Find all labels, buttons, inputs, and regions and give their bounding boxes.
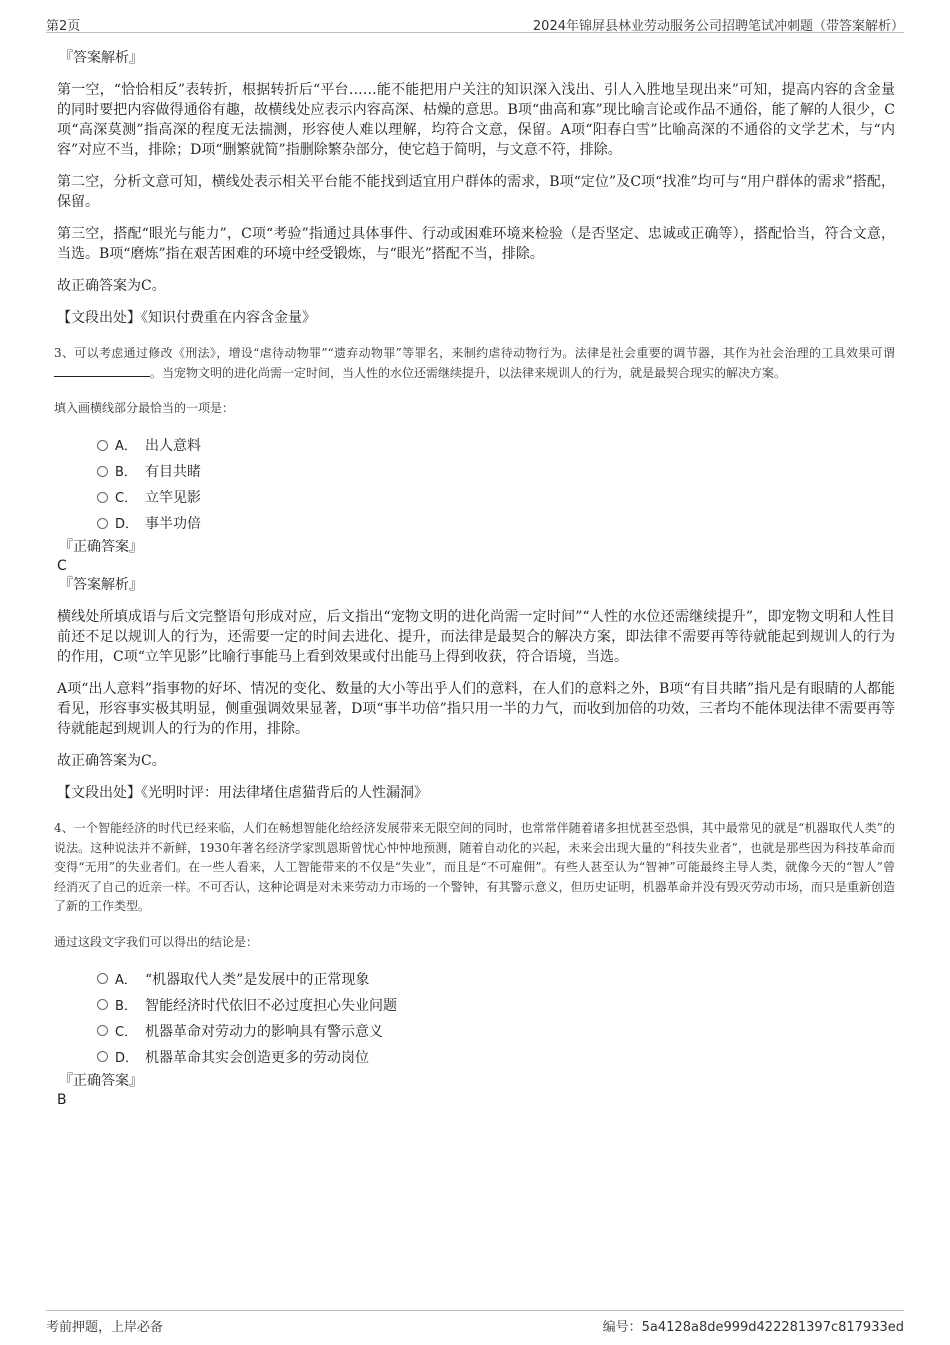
document-title: 2024年锦屏县林业劳动服务公司招聘笔试冲刺题（带答案解析） — [532, 19, 904, 34]
radio-icon[interactable] — [97, 999, 108, 1010]
answer-blank — [54, 364, 150, 377]
footer-slogan: 考前押题，上岸必备 — [46, 1320, 164, 1335]
q2-analysis-para2: 第二空，分析文意可知，横线处表示相关平台能不能找到适宜用户群体的需求，B项“定位”及C项“找准”均可与“用户群体的需求”搭配，保留。 — [57, 174, 895, 210]
page-footer — [46, 1310, 904, 1335]
q4-prompt: 通过这段文字我们可以得出的结论是： — [54, 934, 259, 949]
q4-options — [97, 967, 895, 1071]
q2-source: 【文段出处】《知识付费重在内容含金量》 — [57, 310, 316, 326]
q3-analysis-label: 『答案解析』 — [59, 577, 143, 593]
q4-option-b[interactable]: B． 智能经济时代依旧不必过度担心失业问题 — [97, 993, 895, 1019]
q2-conclusion: 故正确答案为C。 — [57, 278, 166, 294]
page-number: 第2页 — [46, 19, 81, 34]
q4-question-text: 4、一个智能经济的时代已经来临，人们在畅想智能化给经济发展带来无限空间的同时，也常常伴随着诸多担忧甚至恐惧，其中最常见的就是“机器取代人类”的说法。这种说法并不新鲜，1930年著名经济学家凯恩斯曾忧心忡忡地预测，随着自动化的兴起，未来会出现大量的“科技失业者”，也就是那些因为科技革命而变得“无用”的失业者们。在一些人看来，人工智能带来的不仅是“失业”，而且是“不可雇佣”。有些人甚至认为“智神”可能最终主导人类，就像今天的“智人”曾经消灭了自己的近亲一样。不可否认，这种论调是对未来劳动力市场的一个警钟，有其警示意义，但历史证明，机器革命并没有毁灭劳动市场，而只是重新创造了新的工作类型。 — [54, 821, 895, 913]
q3-question-text: 3、可以考虑通过修改《刑法》，增设“虐待动物罪”“遗弃动物罪”等罪名，来制约虐待动物行为。法律是社会重要的调节器，其作为社会治理的工具效果可谓 。当宠物文明的进化尚需一定时间，当人性的水位还需继续提升，以法律来规训人的行为，就是最契合现实的解决方案。 — [54, 346, 895, 380]
footer-serial: 编号：5a4128a8de999d422281397c817933ed — [602, 1320, 904, 1335]
q3-correct-label: 『正确答案』 — [59, 539, 143, 555]
q3-option-b[interactable]: B． 有目共睹 — [97, 459, 895, 485]
q4-option-a[interactable]: A． “机器取代人类”是发展中的正常现象 — [97, 967, 895, 993]
radio-icon[interactable] — [97, 1051, 108, 1062]
q3-option-d[interactable]: D． 事半功倍 — [97, 511, 895, 537]
radio-icon[interactable] — [97, 973, 108, 984]
radio-icon[interactable] — [97, 492, 108, 503]
q4-option-c[interactable]: C． 机器革命对劳动力的影响具有警示意义 — [97, 1019, 895, 1045]
q4-correct-answer: B — [57, 1091, 67, 1108]
q3-analysis-para1: 横线处所填成语与后文完整语句形成对应，后文指出“宠物文明的进化尚需一定时间”“人性的水位还需继续提升”，即宠物文明和人性目前还不足以规训人的行为，还需要一定的时间去进化、提升，而法律是最契合的解决方案，即法律不需要再等待就能起到规训人的行为的作用，C项“立竿见影”比喻行事能马上看到效果或付出能马上得到收获，符合语境，当选。 — [57, 609, 895, 665]
q3-conclusion: 故正确答案为C。 — [57, 753, 166, 769]
q3-analysis-para2: A项“出人意料”指事物的好坏、情况的变化、数量的大小等出乎人们的意料，在人们的意料之外，B项“有目共睹”指凡是有眼睛的人都能看见，形容事实极其明显，侧重强调效果显著，D项“事半功倍”指只用一半的力气，而收到加倍的功效，三者均不能体现法律不需要再等待就能起到规训人的行为的作用，排除。 — [57, 681, 895, 737]
q4-correct-label: 『正确答案』 — [59, 1072, 143, 1089]
page-header — [46, 12, 904, 33]
q2-analysis-para3: 第三空，搭配“眼光与能力”，C项“考验”指通过具体事件、行动或困难环境来检验（是否坚定、忠诚或正确等），搭配恰当，符合文意，当选。B项“磨炼”指在艰苦困难的环境中经受锻炼，与“眼光”搭配不当，排除。 — [57, 226, 895, 262]
q2-analysis-para1: 第一空，“恰恰相反”表转折，根据转折后“平台……能不能把用户关注的知识深入浅出、引人入胜地呈现出来”可知，提高内容的含金量的同时要把内容做得通俗有趣，故横线处应表示内容高深、枯燥的意思。B项“曲高和寡”现比喻言论或作品不通俗，能了解的人很少，C项“高深莫测”指高深的程度无法揣测，形容使人难以理解，均符合文意，保留。A项“阳春白雪”比喻高深的不通俗的文学艺术，与“内容”对应不当，排除；D项“删繁就简”指删除繁杂部分，使它趋于简明，与文意不符，排除。 — [57, 82, 895, 158]
q3-options — [97, 433, 895, 537]
q3-option-c[interactable]: C． 立竿见影 — [97, 485, 895, 511]
q2-analysis-label: 『答案解析』 — [59, 50, 143, 66]
radio-icon[interactable] — [97, 1025, 108, 1036]
radio-icon[interactable] — [97, 518, 108, 529]
q4-option-d[interactable]: D． 机器革命其实会创造更多的劳动岗位 — [97, 1045, 895, 1071]
q3-correct-answer: C — [57, 558, 67, 574]
q3-option-a[interactable]: A． 出人意料 — [97, 433, 895, 459]
radio-icon[interactable] — [97, 440, 108, 451]
q3-source: 【文段出处】《光明时评：用法律堵住虐猫背后的人性漏洞》 — [57, 785, 428, 801]
q3-prompt: 填入画横线部分最恰当的一项是： — [54, 401, 235, 415]
radio-icon[interactable] — [97, 466, 108, 477]
document-content — [54, 48, 895, 1109]
